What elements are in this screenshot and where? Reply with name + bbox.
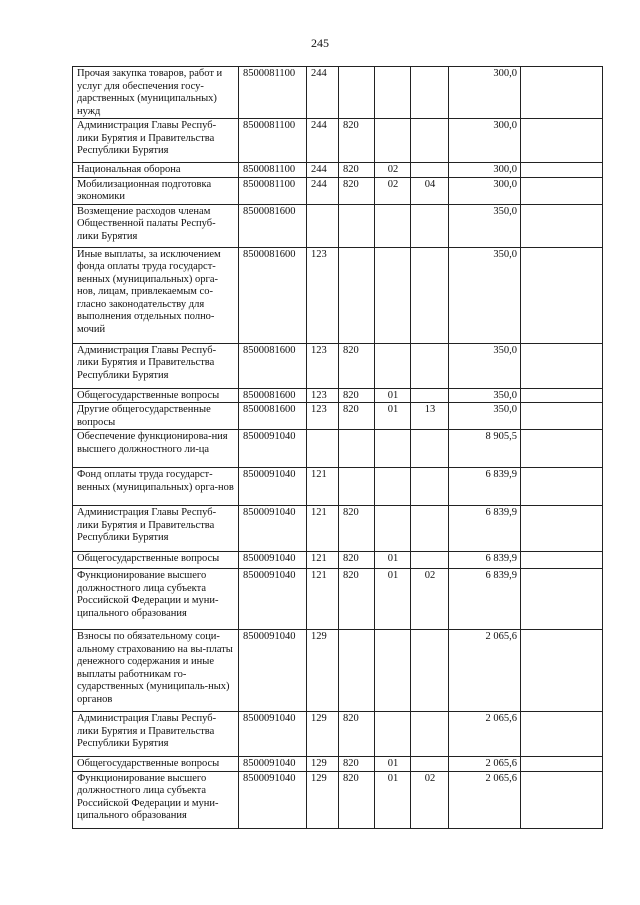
row-code-cell: 8500081600 [239,247,307,343]
row-extra-cell [521,204,603,247]
row-name-cell: Прочая закупка товаров, работ и услуг для обеспечения госу-дарственных (муниципальных) нужд [73,67,239,119]
row-grbs-cell: 820 [339,163,375,178]
row-name-cell: Общегосударственные вопросы [73,388,239,403]
row-extra-cell [521,163,603,178]
row-extra-cell [521,712,603,757]
row-subsection-cell: 13 [411,403,449,430]
row-subsection-cell [411,468,449,506]
row-extra-cell [521,468,603,506]
row-sum-cell: 2 065,6 [449,771,521,828]
table-row [73,163,603,178]
row-section-cell: 02 [375,177,411,204]
row-name-cell: Функционирование высшего должностного лица субъекта Российской Федерации и муни-ципального образования [73,771,239,828]
row-subsection-cell [411,204,449,247]
row-sum-cell: 300,0 [449,163,521,178]
row-sum-cell: 2 065,6 [449,712,521,757]
row-name-cell: Национальная оборона [73,163,239,178]
row-extra-cell [521,630,603,712]
table-row [73,468,603,506]
row-subsection-cell [411,163,449,178]
row-code-cell: 8500081600 [239,388,307,403]
row-extra-cell [521,343,603,388]
row-code-cell: 8500091040 [239,430,307,468]
table-row [73,403,603,430]
row-section-cell [375,506,411,552]
row-section-cell [375,247,411,343]
row-expense-type-cell: 121 [307,468,339,506]
table-row [73,552,603,569]
row-name-cell: Мобилизационная подготовка экономики [73,177,239,204]
row-section-cell: 01 [375,771,411,828]
row-name-cell: Администрация Главы Респуб-лики Бурятия и Правительства Республики Бурятия [73,343,239,388]
row-expense-type-cell: 244 [307,163,339,178]
page-number: 245 [311,36,329,50]
row-sum-cell: 2 065,6 [449,757,521,772]
row-extra-cell [521,247,603,343]
row-grbs-cell [339,630,375,712]
row-code-cell: 8500081100 [239,67,307,119]
row-expense-type-cell [307,430,339,468]
row-extra-cell [521,403,603,430]
row-grbs-cell: 820 [339,388,375,403]
row-section-cell [375,204,411,247]
row-subsection-cell: 04 [411,177,449,204]
row-code-cell: 8500091040 [239,569,307,630]
row-section-cell [375,119,411,163]
row-extra-cell [521,506,603,552]
table-row [73,757,603,772]
row-subsection-cell [411,430,449,468]
row-grbs-cell: 820 [339,403,375,430]
row-section-cell [375,712,411,757]
row-code-cell: 8500081100 [239,163,307,178]
row-section-cell: 02 [375,163,411,178]
row-grbs-cell [339,468,375,506]
table-row [73,177,603,204]
row-extra-cell [521,430,603,468]
table-row [73,67,603,119]
row-section-cell [375,67,411,119]
budget-table [72,66,603,829]
table-row [73,119,603,163]
row-subsection-cell [411,119,449,163]
row-name-cell: Администрация Главы Респуб-лики Бурятия и Правительства Республики Бурятия [73,119,239,163]
row-section-cell [375,630,411,712]
row-expense-type-cell: 123 [307,388,339,403]
row-grbs-cell [339,247,375,343]
row-extra-cell [521,119,603,163]
row-subsection-cell [411,712,449,757]
row-sum-cell: 300,0 [449,119,521,163]
row-subsection-cell [411,552,449,569]
row-extra-cell [521,552,603,569]
row-expense-type-cell: 121 [307,506,339,552]
row-expense-type-cell: 123 [307,403,339,430]
row-name-cell: Иные выплаты, за исключением фонда оплаты труда государст-венных (муниципальных) орга-нов, лицам, привлекаемым со-гласно законодательству для выполнения отдельных полно-мочий [73,247,239,343]
row-extra-cell [521,757,603,772]
row-code-cell: 8500091040 [239,771,307,828]
row-sum-cell: 350,0 [449,403,521,430]
row-expense-type-cell: 129 [307,630,339,712]
row-grbs-cell: 820 [339,771,375,828]
row-grbs-cell: 820 [339,119,375,163]
row-code-cell: 8500091040 [239,468,307,506]
row-subsection-cell [411,388,449,403]
row-name-cell: Взносы по обязательному соци-альному страхованию на вы-платы денежного содержания и иные выплаты работникам го-сударственных (муниципаль-ных) органов [73,630,239,712]
row-sum-cell: 2 065,6 [449,630,521,712]
row-section-cell: 01 [375,388,411,403]
row-subsection-cell: 02 [411,569,449,630]
row-sum-cell: 8 905,5 [449,430,521,468]
row-expense-type-cell: 244 [307,177,339,204]
row-subsection-cell [411,630,449,712]
row-subsection-cell [411,757,449,772]
row-code-cell: 8500091040 [239,506,307,552]
table-row [73,204,603,247]
row-section-cell: 01 [375,569,411,630]
row-name-cell: Администрация Главы Респуб-лики Бурятия и Правительства Республики Бурятия [73,506,239,552]
table-row [73,569,603,630]
row-grbs-cell: 820 [339,757,375,772]
row-code-cell: 8500081600 [239,343,307,388]
row-grbs-cell: 820 [339,552,375,569]
table-row [73,343,603,388]
table-row [73,506,603,552]
table-row [73,388,603,403]
row-sum-cell: 6 839,9 [449,552,521,569]
row-grbs-cell: 820 [339,506,375,552]
row-subsection-cell [411,506,449,552]
row-expense-type-cell: 123 [307,343,339,388]
row-name-cell: Обеспечение функционирова-ния высшего должностного ли-ца [73,430,239,468]
row-sum-cell: 6 839,9 [449,506,521,552]
row-code-cell: 8500091040 [239,757,307,772]
row-expense-type-cell: 121 [307,552,339,569]
row-grbs-cell: 820 [339,712,375,757]
row-sum-cell: 350,0 [449,388,521,403]
row-subsection-cell: 02 [411,771,449,828]
row-sum-cell: 350,0 [449,247,521,343]
row-name-cell: Общегосударственные вопросы [73,552,239,569]
row-section-cell [375,430,411,468]
row-sum-cell: 350,0 [449,204,521,247]
row-expense-type-cell: 129 [307,712,339,757]
row-sum-cell: 300,0 [449,67,521,119]
row-sum-cell: 350,0 [449,343,521,388]
row-section-cell: 01 [375,552,411,569]
table-row [73,247,603,343]
row-extra-cell [521,569,603,630]
row-code-cell: 8500081600 [239,403,307,430]
row-extra-cell [521,388,603,403]
row-grbs-cell: 820 [339,569,375,630]
row-expense-type-cell: 123 [307,247,339,343]
row-expense-type-cell [307,204,339,247]
row-expense-type-cell: 244 [307,67,339,119]
row-section-cell [375,468,411,506]
row-section-cell: 01 [375,403,411,430]
row-grbs-cell [339,430,375,468]
row-name-cell: Общегосударственные вопросы [73,757,239,772]
row-extra-cell [521,771,603,828]
row-extra-cell [521,177,603,204]
row-expense-type-cell: 121 [307,569,339,630]
row-grbs-cell [339,204,375,247]
row-expense-type-cell: 244 [307,119,339,163]
row-code-cell: 8500081100 [239,119,307,163]
row-sum-cell: 6 839,9 [449,569,521,630]
row-grbs-cell [339,67,375,119]
row-expense-type-cell: 129 [307,771,339,828]
row-name-cell: Возмещение расходов членам Общественной палаты Респуб-лики Бурятия [73,204,239,247]
row-subsection-cell [411,67,449,119]
table-row [73,712,603,757]
row-expense-type-cell: 129 [307,757,339,772]
row-name-cell: Функционирование высшего должностного лица субъекта Российской Федерации и муни-ципального образования [73,569,239,630]
row-grbs-cell: 820 [339,177,375,204]
row-name-cell: Администрация Главы Респуб-лики Бурятия и Правительства Республики Бурятия [73,712,239,757]
row-grbs-cell: 820 [339,343,375,388]
row-subsection-cell [411,247,449,343]
row-name-cell: Другие общегосударственные вопросы [73,403,239,430]
row-extra-cell [521,67,603,119]
table-row [73,630,603,712]
row-section-cell [375,343,411,388]
row-sum-cell: 300,0 [449,177,521,204]
row-code-cell: 8500091040 [239,630,307,712]
row-name-cell: Фонд оплаты труда государст-венных (муниципальных) орга-нов [73,468,239,506]
row-sum-cell: 6 839,9 [449,468,521,506]
row-code-cell: 8500091040 [239,552,307,569]
row-code-cell: 8500091040 [239,712,307,757]
row-subsection-cell [411,343,449,388]
table-row [73,430,603,468]
row-section-cell: 01 [375,757,411,772]
table-row [73,771,603,828]
row-code-cell: 8500081600 [239,204,307,247]
row-code-cell: 8500081100 [239,177,307,204]
